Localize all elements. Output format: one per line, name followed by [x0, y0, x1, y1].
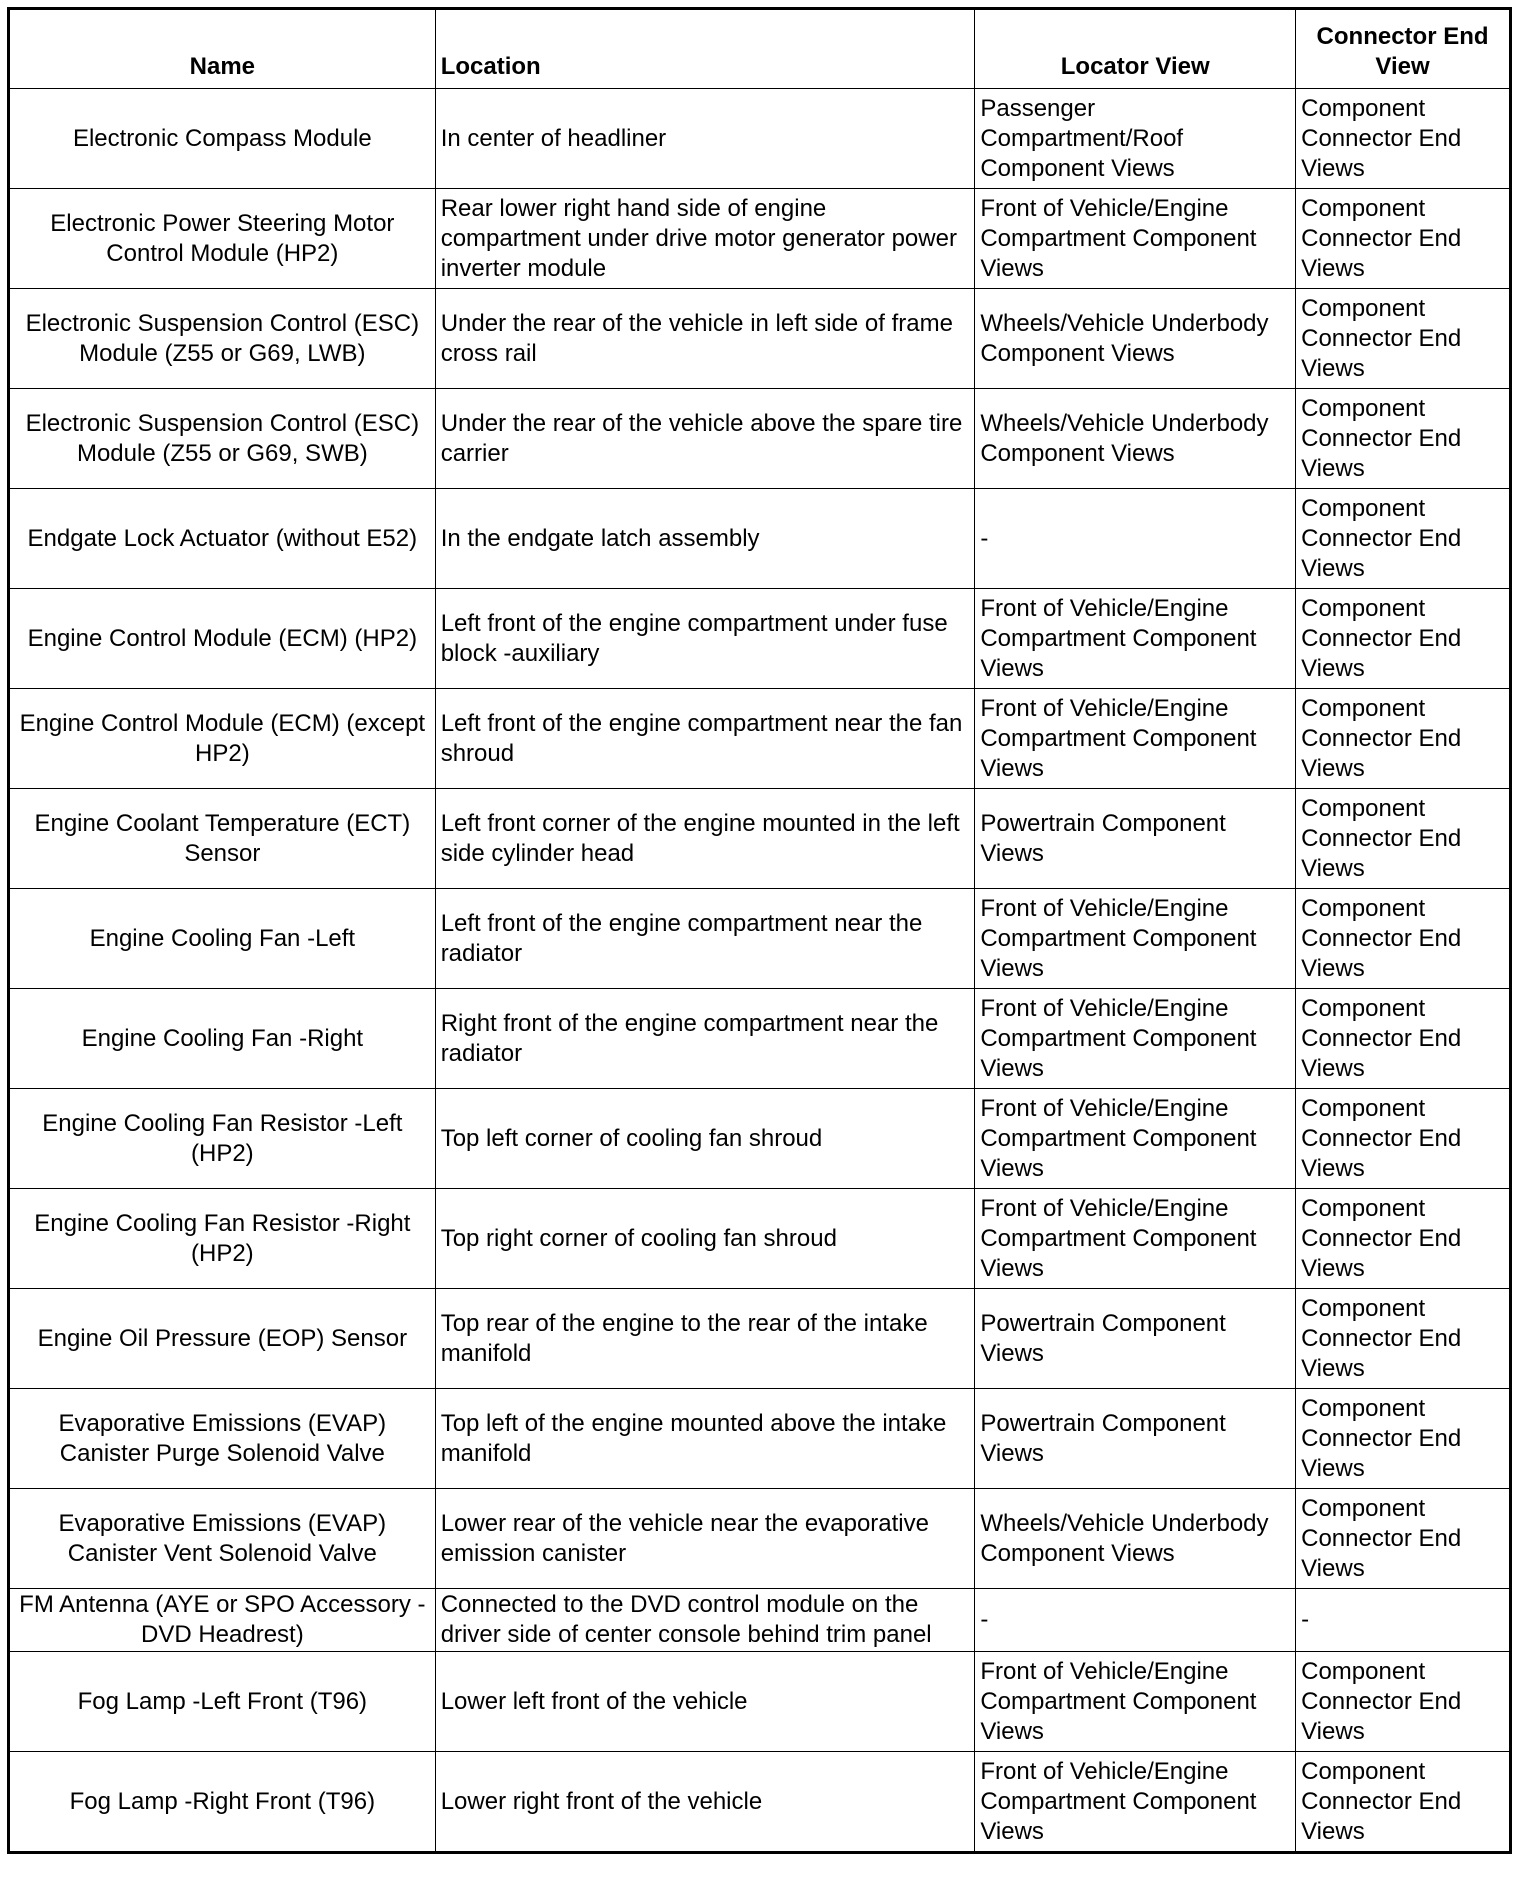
cell-location: Under the rear of the vehicle above the spare tire carrier	[435, 389, 975, 489]
cell-connector-end-view: Component Connector End Views	[1296, 589, 1511, 689]
cell-name: Fog Lamp -Left Front (T96)	[9, 1652, 436, 1752]
cell-connector-end-view: Component Connector End Views	[1296, 1652, 1511, 1752]
cell-locator-view: Front of Vehicle/Engine Compartment Component Views	[975, 1089, 1296, 1189]
header-name: Name	[9, 9, 436, 89]
cell-location: Lower left front of the vehicle	[435, 1652, 975, 1752]
table-row	[9, 189, 1511, 289]
cell-name: Engine Cooling Fan -Left	[9, 889, 436, 989]
cell-locator-view: Passenger Compartment/Roof Component Views	[975, 89, 1296, 189]
cell-name: Electronic Compass Module	[9, 89, 436, 189]
table-row	[9, 989, 1511, 1089]
cell-connector-end-view: Component Connector End Views	[1296, 1189, 1511, 1289]
cell-name: Endgate Lock Actuator (without E52)	[9, 489, 436, 589]
cell-connector-end-view: Component Connector End Views	[1296, 189, 1511, 289]
cell-name: Engine Oil Pressure (EOP) Sensor	[9, 1289, 436, 1389]
cell-locator-view: Front of Vehicle/Engine Compartment Component Views	[975, 889, 1296, 989]
table-row	[9, 1752, 1511, 1853]
cell-locator-view: Wheels/Vehicle Underbody Component Views	[975, 289, 1296, 389]
cell-locator-view: -	[975, 489, 1296, 589]
cell-location: Rear lower right hand side of engine compartment under drive motor generator power inverter module	[435, 189, 975, 289]
cell-locator-view: Front of Vehicle/Engine Compartment Component Views	[975, 1652, 1296, 1752]
cell-connector-end-view: Component Connector End Views	[1296, 489, 1511, 589]
cell-location: Top left of the engine mounted above the intake manifold	[435, 1389, 975, 1489]
table-row	[9, 1489, 1511, 1589]
cell-locator-view: Wheels/Vehicle Underbody Component Views	[975, 1489, 1296, 1589]
table-row	[9, 1289, 1511, 1389]
cell-name: Evaporative Emissions (EVAP) Canister Vent Solenoid Valve	[9, 1489, 436, 1589]
cell-location: Connected to the DVD control module on the driver side of center console behind trim panel	[435, 1589, 975, 1652]
cell-location: Right front of the engine compartment near the radiator	[435, 989, 975, 1089]
table-row	[9, 1389, 1511, 1489]
cell-locator-view: Powertrain Component Views	[975, 789, 1296, 889]
header-location: Location	[435, 9, 975, 89]
component-locator-table	[7, 7, 1512, 1854]
cell-name: Electronic Suspension Control (ESC) Module (Z55 or G69, LWB)	[9, 289, 436, 389]
cell-location: Lower rear of the vehicle near the evaporative emission canister	[435, 1489, 975, 1589]
cell-locator-view: Powertrain Component Views	[975, 1289, 1296, 1389]
cell-name: Evaporative Emissions (EVAP) Canister Purge Solenoid Valve	[9, 1389, 436, 1489]
cell-location: In the endgate latch assembly	[435, 489, 975, 589]
cell-connector-end-view: Component Connector End Views	[1296, 1389, 1511, 1489]
cell-location: Top rear of the engine to the rear of the intake manifold	[435, 1289, 975, 1389]
cell-location: Top left corner of cooling fan shroud	[435, 1089, 975, 1189]
cell-locator-view: Wheels/Vehicle Underbody Component Views	[975, 389, 1296, 489]
cell-connector-end-view: Component Connector End Views	[1296, 1752, 1511, 1853]
cell-name: Engine Coolant Temperature (ECT) Sensor	[9, 789, 436, 889]
table-row	[9, 489, 1511, 589]
cell-location: Left front of the engine compartment near the radiator	[435, 889, 975, 989]
table-row	[9, 589, 1511, 689]
cell-location: Top right corner of cooling fan shroud	[435, 1189, 975, 1289]
cell-connector-end-view: Component Connector End Views	[1296, 989, 1511, 1089]
cell-location: Under the rear of the vehicle in left side of frame cross rail	[435, 289, 975, 389]
table-row	[9, 1589, 1511, 1652]
cell-connector-end-view: Component Connector End Views	[1296, 89, 1511, 189]
cell-locator-view: Front of Vehicle/Engine Compartment Component Views	[975, 189, 1296, 289]
header-locator-view: Locator View	[975, 9, 1296, 89]
cell-name: FM Antenna (AYE or SPO Accessory -DVD Headrest)	[9, 1589, 436, 1652]
cell-connector-end-view: Component Connector End Views	[1296, 1089, 1511, 1189]
cell-connector-end-view: Component Connector End Views	[1296, 689, 1511, 789]
cell-connector-end-view: Component Connector End Views	[1296, 889, 1511, 989]
table-row	[9, 889, 1511, 989]
cell-name: Electronic Suspension Control (ESC) Module (Z55 or G69, SWB)	[9, 389, 436, 489]
table-row	[9, 689, 1511, 789]
cell-connector-end-view: Component Connector End Views	[1296, 289, 1511, 389]
table-row	[9, 289, 1511, 389]
cell-locator-view: Powertrain Component Views	[975, 1389, 1296, 1489]
cell-location: Left front of the engine compartment near the fan shroud	[435, 689, 975, 789]
cell-location: Left front corner of the engine mounted in the left side cylinder head	[435, 789, 975, 889]
table-row	[9, 89, 1511, 189]
cell-locator-view: -	[975, 1589, 1296, 1652]
cell-locator-view: Front of Vehicle/Engine Compartment Component Views	[975, 989, 1296, 1089]
table-row	[9, 789, 1511, 889]
cell-locator-view: Front of Vehicle/Engine Compartment Component Views	[975, 689, 1296, 789]
cell-location: Lower right front of the vehicle	[435, 1752, 975, 1853]
cell-locator-view: Front of Vehicle/Engine Compartment Component Views	[975, 589, 1296, 689]
cell-name: Engine Cooling Fan Resistor -Left (HP2)	[9, 1089, 436, 1189]
cell-name: Electronic Power Steering Motor Control Module (HP2)	[9, 189, 436, 289]
cell-locator-view: Front of Vehicle/Engine Compartment Component Views	[975, 1189, 1296, 1289]
cell-connector-end-view: Component Connector End Views	[1296, 789, 1511, 889]
cell-name: Engine Cooling Fan -Right	[9, 989, 436, 1089]
cell-name: Fog Lamp -Right Front (T96)	[9, 1752, 436, 1853]
cell-connector-end-view: -	[1296, 1589, 1511, 1652]
cell-name: Engine Control Module (ECM) (HP2)	[9, 589, 436, 689]
table-row	[9, 1189, 1511, 1289]
table-row	[9, 1652, 1511, 1752]
cell-connector-end-view: Component Connector End Views	[1296, 389, 1511, 489]
table-row	[9, 389, 1511, 489]
cell-connector-end-view: Component Connector End Views	[1296, 1289, 1511, 1389]
header-connector-end-view: Connector End View	[1296, 9, 1511, 89]
cell-name: Engine Cooling Fan Resistor -Right (HP2)	[9, 1189, 436, 1289]
table-row	[9, 1089, 1511, 1189]
cell-location: Left front of the engine compartment under fuse block -auxiliary	[435, 589, 975, 689]
cell-locator-view: Front of Vehicle/Engine Compartment Component Views	[975, 1752, 1296, 1853]
cell-location: In center of headliner	[435, 89, 975, 189]
cell-connector-end-view: Component Connector End Views	[1296, 1489, 1511, 1589]
cell-name: Engine Control Module (ECM) (except HP2)	[9, 689, 436, 789]
header-row	[9, 9, 1511, 89]
